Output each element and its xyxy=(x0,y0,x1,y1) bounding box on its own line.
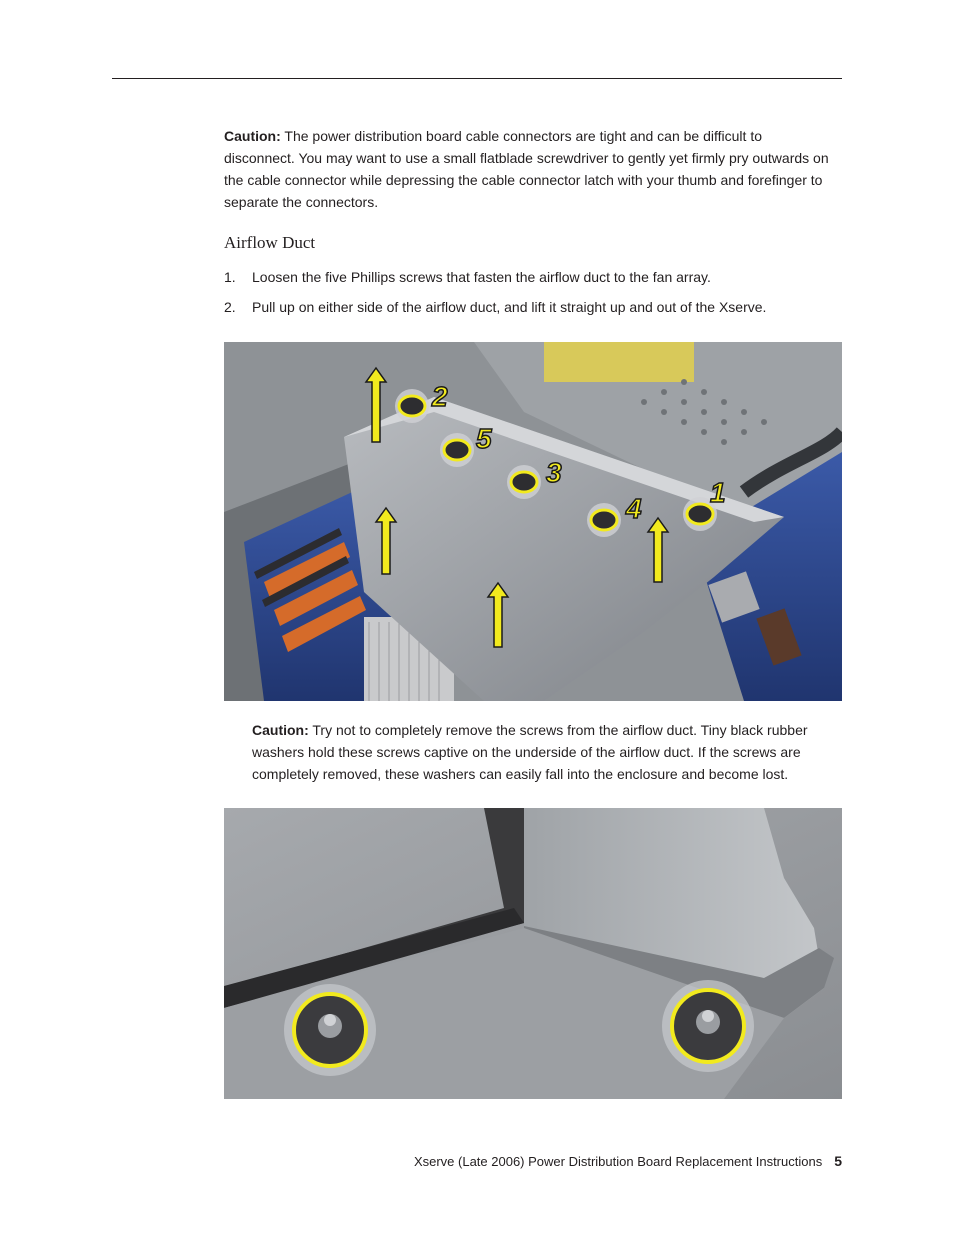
footer-title: Xserve (Late 2006) Power Distribution Board Replacement Instructions xyxy=(413,1154,823,1169)
airflow-duct-photo xyxy=(224,342,842,701)
caution-label: Caution: xyxy=(224,128,281,144)
step-number: 1. xyxy=(224,269,236,285)
step-number: 2. xyxy=(224,299,236,315)
captive-screw-left xyxy=(284,984,376,1076)
page-footer xyxy=(414,1153,842,1169)
screw-label-5: 5 xyxy=(476,423,492,454)
caution-paragraph-connectors xyxy=(224,125,836,213)
screw-label-1: 1 xyxy=(710,477,726,508)
captive-screws-photo xyxy=(224,808,842,1099)
caution-label: Caution: xyxy=(252,722,309,738)
step-text: Pull up on either side of the airflow duct, and lift it straight up and out of the Xserve. xyxy=(252,299,767,315)
screw-label-3: 3 xyxy=(546,457,562,488)
screw-label-2: 2 xyxy=(432,381,448,412)
caution-text: Try not to completely remove the screws from the airflow duct. Tiny black rubber washers hold these screws captive on the underside of the airflow duct. If the screws are completely removed, these washers can easily fall into the enclosure and become lost. xyxy=(252,722,808,782)
step-text: Loosen the five Phillips screws that fasten the airflow duct to the fan array. xyxy=(252,269,711,285)
captive-screw-right xyxy=(662,980,754,1072)
section-heading: Airflow Duct xyxy=(224,233,316,252)
screw-label-4: 4 xyxy=(626,493,642,524)
header-rule xyxy=(112,78,842,79)
caution-text: The power distribution board cable connectors are tight and can be difficult to disconnect. You may want to use a small flatblade screwdriver to gently yet firmly pry outwards on the cable connector while depressing the cable connector latch with your thumb and forefinger to separate the connectors. xyxy=(224,128,829,210)
caution-paragraph-screws xyxy=(252,719,842,785)
page-number: 5 xyxy=(834,1153,842,1169)
